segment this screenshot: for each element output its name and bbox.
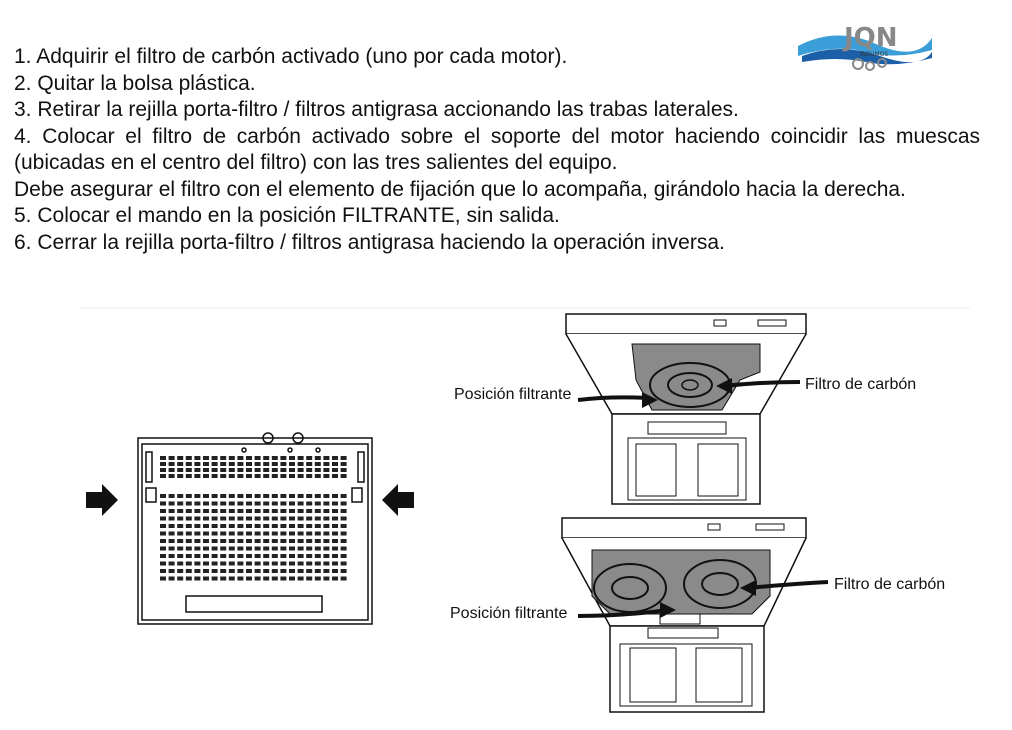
arrow-right-icon: [86, 484, 118, 516]
top-label-position: Posición filtrante: [454, 386, 572, 403]
top-label-filter: Filtro de carbón: [805, 376, 917, 393]
filter-grille: [160, 456, 347, 581]
hood-front-view: [138, 433, 372, 624]
step-1: 1. Adquirir el filtro de carbón activado (uno por cada motor).: [14, 45, 568, 68]
bottom-label-filter: Filtro de carbón: [834, 576, 946, 593]
bottom-label-position: Posición filtrante: [450, 605, 568, 622]
diagram-graphic: [0, 300, 1012, 725]
step-3: 3. Retirar la rejilla porta-filtro / filtros antigrasa accionando las trabas laterales.: [14, 98, 739, 121]
logo-text: JQN: [844, 23, 898, 53]
step-5: 5. Colocar el mando en la posición FILTRANTE, sin salida.: [14, 204, 560, 227]
hood-bottom-diagram: [562, 518, 828, 712]
step-4-note: Debe asegurar el filtro con el elemento de fijación que lo acompaña, girándolo hacia la derecha.: [14, 177, 906, 201]
step-4: 4. Colocar el filtro de carbón activado sobre el soporte del motor haciendo coincidir las muescas (ubicadas en el centro del filtro) con las tres salientes del equipo.: [14, 124, 980, 174]
installation-diagram: [0, 300, 1012, 725]
step-6: 6. Cerrar la rejilla porta-filtro / filtros antigrasa haciendo la operación inversa.: [14, 230, 725, 254]
instructions-list: [14, 44, 980, 256]
arrow-left-icon: [382, 484, 414, 516]
logo-subtext: INSUMOS: [860, 51, 889, 58]
hood-top-diagram: [566, 314, 806, 504]
step-2: 2. Quitar la bolsa plástica.: [14, 71, 256, 95]
